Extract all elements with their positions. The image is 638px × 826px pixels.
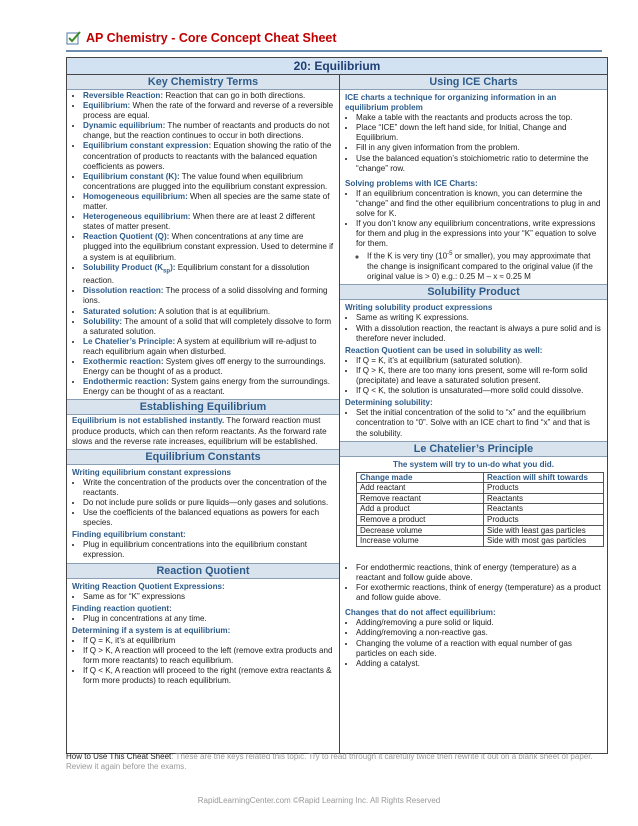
list-item: • Same as for “K” expressions: [83, 592, 334, 602]
table-cell: Decrease volume: [357, 525, 484, 536]
subheading: Determining if a system is at equilibrium:: [72, 625, 231, 635]
table-cell: Increase volume: [357, 536, 484, 547]
subheading: Finding reaction quotient:: [72, 603, 172, 613]
key-term-item: • Dynamic equilibrium: The number of reactants and products do not change, but the reaction continues to occur in both directions.: [83, 121, 334, 141]
table-row: [357, 493, 604, 504]
list-item: • If you don’t know any equilibrium concentrations, write expressions for them and plug in the expressions into your “K” equation to solve for them. ◦ If the K is very tiny ($10^{-5}$ or smaller), you may approximate that the change is insignificant compared to the original value (if the original value is > 0) e.g.: 0.25 M – x ≈ 0.25 M: [356, 219, 602, 282]
key-term-item: • Le Chatelier’s Principle: A system at equilibrium will re-adjust to reach equilibrium again when disturbed.: [83, 337, 334, 357]
list-item: • Write the concentration of the products over the concentration of the reactants.: [83, 478, 334, 498]
key-term-item: • Equilibrium constant expression: Equation showing the ratio of the concentration of products to reactants with the balanced equation coefficients as powers.: [83, 141, 334, 171]
bullet-list: [72, 592, 334, 602]
table-cell: Add reactant: [357, 483, 484, 494]
key-term-item: • Solubility: The amount of a solid that will completely dissolve to form a saturated solution.: [83, 317, 334, 337]
shift-table: [356, 472, 604, 547]
list-item: • If Q < K, the solution is unsaturated—more solid could dissolve.: [356, 386, 602, 396]
subheading: Determining solubility:: [345, 398, 433, 408]
key-term-item: • Dissolution reaction: The process of a solid dissolving and forming ions.: [83, 286, 334, 306]
footer: RapidLearningCenter.com ©Rapid Learning Inc. All Rights Reserved: [197, 796, 441, 805]
table-cell: Side with least gas particles: [484, 525, 604, 536]
page-title: AP Chemistry - Core Concept Cheat Sheet: [86, 31, 337, 45]
bullet-list: [345, 313, 602, 343]
table-row: [357, 483, 604, 494]
header-divider: [66, 50, 602, 52]
left-column: [67, 75, 340, 753]
key-term-item: • Endothermic reaction: System gains energy from the surroundings. Energy can be thought of as a reactant.: [83, 377, 334, 397]
subheading: Reaction Quotient can be used in solubility as well:: [345, 345, 543, 355]
bullet-list: [72, 614, 334, 624]
list-item: • Place “ICE” down the left hand side, for Initial, Change and Equilibrium.: [356, 123, 602, 143]
bullet-list: [345, 113, 602, 174]
table-cell: Reactants: [484, 504, 604, 515]
key-term-item: • Heterogeneous equilibrium: When there are at least 2 different states of matter present.: [83, 212, 334, 232]
bullet-list: [345, 189, 602, 283]
key-term-item: • Reaction Quotient (Q): When concentrations at any time are plugged into the equilibrium constant expression. Used to determine if a system is at equilibrium.: [83, 232, 334, 262]
list-item: • If Q = K, it’s at equilibrium: [83, 636, 334, 646]
list-item: • If Q < K, A reaction will proceed to the right (remove extra reactants & form more products) to reach equilibrium.: [83, 666, 334, 686]
list-item: • For endothermic reactions, think of energy (temperature) as a reactant and follow guide above.: [356, 563, 602, 583]
checkmark-icon: [66, 30, 82, 46]
section-heading-constants: Equilibrium Constants: [67, 449, 339, 465]
bullet-list: [345, 408, 602, 438]
table-row: [357, 536, 604, 547]
list-item: • Changing the volume of a reaction with equal number of gas particles on each side.: [356, 639, 602, 659]
list-item: • Make a table with the reactants and products across the top.: [356, 113, 602, 123]
list-item: ◦ If the K is very tiny ($10^{-5}$ or smaller), you may approximate that the change is insignificant compared to the original value (if the original value is > 0) e.g.: 0.25 M – x ≈ 0.25 M: [367, 249, 602, 282]
bullet-list: [345, 618, 602, 668]
key-terms-list: [72, 91, 334, 397]
list-item: • For exothermic reactions, think of energy (temperature) as a product and follow guide above.: [356, 583, 602, 603]
list-item: • Fill in any given information from the problem.: [356, 143, 602, 153]
table-header: Change made: [357, 472, 484, 483]
key-term-item: • Equilibrium: When the rate of the forward and reverse of a reversible process are equal.: [83, 101, 334, 121]
section-heading-solubility: Solubility Product: [340, 284, 607, 300]
list-item: • Plug in concentrations at any time.: [83, 614, 334, 624]
cheat-sheet: [66, 57, 608, 754]
page-header: [66, 27, 337, 49]
bullet-list: [345, 563, 602, 603]
section-heading-quotient: Reaction Quotient: [67, 563, 339, 579]
list-item: • Adding/removing a pure solid or liquid.: [356, 618, 602, 628]
table-cell: Products: [484, 515, 604, 526]
list-item: • Adding a catalyst.: [356, 659, 602, 669]
table-header: Reaction will shift towards: [484, 472, 604, 483]
list-item: • Use the balanced equation’s stoichiometric ratio to determine the “change” row.: [356, 154, 602, 174]
list-item: • If Q > K, there are too many ions present, some will re-form solid (precipitate) and leave a saturated solution present.: [356, 366, 602, 386]
subheading: Changes that do not affect equilibrium:: [345, 608, 496, 618]
subheading: Writing solubility product expressions: [345, 303, 493, 313]
table-row: [357, 515, 604, 526]
bullet-list: [72, 478, 334, 528]
list-item: • Set the initial concentration of the solid to “x” and the equilibrium concentration to “0”. Solve with an ICE chart to find “x” and that is the solubility.: [356, 408, 602, 438]
right-column: [340, 75, 607, 753]
table-cell: Add a product: [357, 504, 484, 515]
subheading: Writing Reaction Quotient Expressions:: [72, 581, 225, 591]
section-heading-ice: Using ICE Charts: [340, 75, 607, 90]
key-term-item: • Equilibrium constant (K): The value found when equilibrium concentrations are plugged into the equilibrium constant expression.: [83, 172, 334, 192]
list-item: • Adding/removing a non-reactive gas.: [356, 628, 602, 638]
list-item: • Same as writing K expressions.: [356, 313, 602, 323]
table-cell: Reactants: [484, 493, 604, 504]
bullet-list: [72, 636, 334, 686]
key-term-item: • Reversible Reaction: Reaction that can go in both directions.: [83, 91, 334, 101]
table-cell: Remove a product: [357, 515, 484, 526]
table-cell: Products: [484, 483, 604, 494]
lechatelier-lead: The system will try to un-do what you did.: [393, 459, 554, 469]
subheading: Finding equilibrium constant:: [72, 530, 186, 540]
key-term-item: • Homogeneous equilibrium: When all species are the same state of matter.: [83, 192, 334, 212]
list-item: • With a dissolution reaction, the reactant is always a pure solid and is therefore never included.: [356, 324, 602, 344]
table-row: [357, 525, 604, 536]
subheading: Writing equilibrium constant expressions: [72, 467, 232, 477]
key-term-item: • Saturated solution: A solution that is at equilibrium.: [83, 307, 334, 317]
table-cell: Remove reactant: [357, 493, 484, 504]
list-item: • If Q > K, A reaction will proceed to the left (remove extra products and form more reactants) to reach equilibrium.: [83, 646, 334, 666]
subheading: Solving problems with ICE Charts:: [345, 178, 478, 188]
key-term-item: • Solubility Product $(K_{sp})$: Equilibrium constant for a dissolution reaction.: [83, 263, 334, 287]
establishing-text: Equilibrium is not established instantly. The forward reaction must produce products, which can then reform reactants. As the forward rate slows and the reverse rate increases, equilibrium will be established.: [72, 416, 327, 446]
ice-lead: ICE charts a technique for organizing information in an equilibrium problem: [345, 93, 557, 113]
bullet-list: [345, 356, 602, 396]
section-heading-key-terms: Key Chemistry Terms: [67, 75, 339, 90]
list-item: • Use the coefficients of the balanced equations as powers for each species.: [83, 508, 334, 528]
list-item: • Do not include pure solids or pure liquids—only gases and solutions.: [83, 498, 334, 508]
table-cell: Side with most gas particles: [484, 536, 604, 547]
how-to-use-note: How to Use This Cheat Sheet: These are the keys related this topic. Try to read through it carefully twice then rewrite it out on a blank sheet of paper. Review it again before the exams.: [66, 752, 593, 771]
topic-title: 20: Equilibrium: [67, 58, 607, 75]
list-item: • Plug in equilibrium concentrations into the equilibrium constant expression.: [83, 540, 334, 560]
table-row: [357, 504, 604, 515]
section-heading-establishing: Establishing Equilibrium: [67, 399, 339, 415]
key-term-item: • Exothermic reaction: System gives off energy to the surroundings. Energy can be thought of as a product.: [83, 357, 334, 377]
list-item: • If Q = K, it’s at equilibrium (saturated solution).: [356, 356, 602, 366]
section-heading-lechatelier: Le Chatelier’s Principle: [340, 441, 607, 457]
bullet-list: [72, 540, 334, 560]
list-item: • If an equilibrium concentration is known, you can determine the “change” and find the other equilibrium concentrations to plug in and solve for K.: [356, 189, 602, 219]
